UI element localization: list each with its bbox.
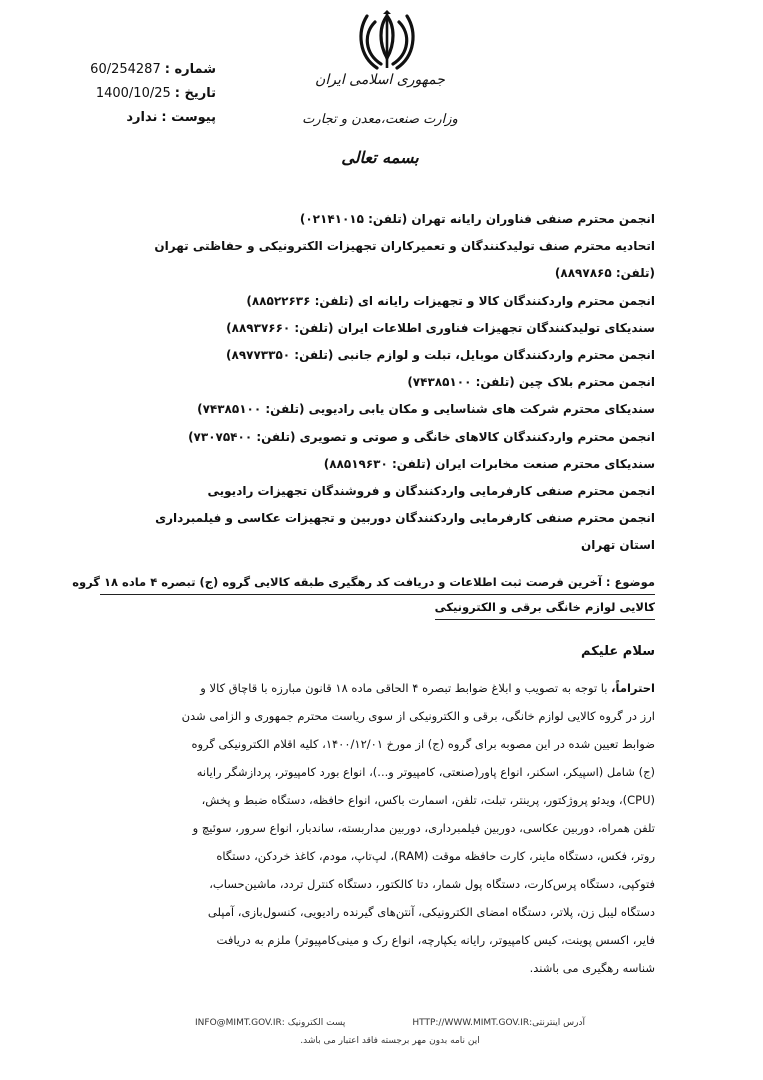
republic-title: جمهوری اسلامی ایران xyxy=(315,72,445,88)
body-line: ضوابط تعیین شده در این مصوبه برای گروه (ج) از مورخ ۱۴۰۰/۱۲/۰۱، کلیه اقلام الکترونیکی گروه xyxy=(191,737,655,751)
recipient-line: انجمن محترم بلاک چین (تلفن: ۷۴۳۸۵۱۰۰) xyxy=(407,375,655,390)
body-line: (CPU)، ویدئو پروژکتور، پرینتر، تبلت، تلفن، اسمارت باکس، انواع حافظه، دستگاه ضبط و پخش، xyxy=(201,793,655,807)
body-opening: احتراماً، xyxy=(611,681,655,695)
body-line: ارز در گروه کالایی لوازم خانگی، برقی و الکترونیکی از سوی ریاست محترم جمهوری و الزامی شدن xyxy=(181,709,655,723)
recipient-line: انجمن محترم صنفی کارفرمایی واردکنندگان و فروشندگان تجهیزات رادیویی xyxy=(207,484,655,499)
body-line xyxy=(95,674,655,702)
footer xyxy=(195,1018,585,1046)
footer-email: پست الکترونیک :INFO@MIMT.GOV.IR xyxy=(195,1018,346,1028)
letter-meta xyxy=(66,58,216,130)
footer-note: این نامه بدون مهر برجسته فاقد اعتبار می باشد. xyxy=(300,1036,480,1046)
body-line: تلفن همراه، دوربین عکاسی، دوربین فیلمبرداری، دوربین مداربسته، ساندبار، انواع سرور، سوئیچ و xyxy=(192,821,655,835)
recipient-line: انجمن محترم صنفی کارفرمایی واردکنندگان دوربین و تجهیزات عکاسی و فیلمبرداری xyxy=(155,511,655,526)
subject-line-1: موضوع : آخرین فرصت ثبت اطلاعات و دریافت کد رهگیری طبقه کالایی گروه (ج) تبصره ۴ ماده ۱۸ گروه xyxy=(100,570,655,595)
recipient-line: سندیکای محترم شرکت های شناسایی و مکان یابی رادیویی (تلفن: ۷۴۳۸۵۱۰۰) xyxy=(197,402,655,417)
body-line: (ج) شامل (اسپیکر، اسکنر، انواع پاور(صنعتی، کامپیوتر و...)، انواع بورد کامپیوتر، پردازشگر رایانه xyxy=(196,765,655,779)
recipient-line: انجمن محترم صنفی فناوران رایانه تهران (تلفن: ۰۲۱۴۱۰۱۵) xyxy=(299,212,655,226)
letter-attachment xyxy=(66,106,216,130)
bismillah-heading: بسمه تعالی xyxy=(341,148,419,167)
letter-attachment-value: ندارد xyxy=(126,110,158,125)
letter-number-value: 60/254287 xyxy=(90,62,161,77)
recipient-line: (تلفن: ۸۸۹۷۸۶۵) xyxy=(554,266,655,281)
letter-date-label: تاریخ : xyxy=(174,86,216,101)
recipient-line: انجمن محترم واردکنندگان کالا و تجهیزات رایانه ای (تلفن: ۸۸۵۲۲۶۳۶) xyxy=(246,293,655,308)
body-line: دستگاه لیبل زن، پلاتر، دستگاه امضای الکترونیکی، آنتن‌های گیرنده رادیویی، کنسول‌بازی، آمپلی xyxy=(207,905,655,919)
letter-number xyxy=(66,58,216,82)
recipients-list xyxy=(95,206,655,560)
recipient-line: انجمن محترم واردکنندگان کالاهای خانگی و صوتی و تصویری (تلفن: ۷۳۰۷۵۴۰۰) xyxy=(188,429,655,444)
recipient-line: سندیکای تولیدکنندگان تجهیزات فناوری اطلاعات ایران (تلفن: ۸۸۹۳۷۶۶۰) xyxy=(226,320,655,335)
letter-body xyxy=(95,674,655,982)
recipient-line: اتحادیه محترم صنف تولیدکنندگان و تعمیرکاران تجهیزات الکترونیکی و حفاظتی تهران xyxy=(154,239,655,254)
recipient-line: سندیکای محترم صنعت مخابرات ایران (تلفن: ۸۸۵۱۹۶۳۰) xyxy=(323,456,655,471)
subject-line-2: کالایی لوازم خانگی برقی و الکترونیکی xyxy=(435,595,655,620)
greeting: سلام علیکم xyxy=(581,644,655,659)
body-line: شناسه رهگیری می باشند. xyxy=(529,961,655,975)
letter-date-value: 1400/10/25 xyxy=(95,86,171,101)
recipient-line: انجمن محترم واردکنندگان موبایل، تبلت و لوازم جانبی (تلفن: ۸۹۷۷۳۳۵۰) xyxy=(226,348,655,363)
body-line: فایر، اکسس پوینت، کیس کامپیوتر، رایانه یکپارچه، انواع رک و مینی‌کامپیوتر) ملزم به دریافت xyxy=(216,933,655,947)
letter-attachment-label: پیوست : xyxy=(161,110,216,125)
body-line: روتر، فکس، دستگاه ماینر، کارت حافظه موقت (RAM)، لپ‌تاپ، مودم، کاغذ خردکن، دستگاه xyxy=(216,849,655,863)
subject-block xyxy=(72,570,655,620)
letter-date xyxy=(66,82,216,106)
body-line-text: با توجه به تصویب و ابلاغ ضوابط تبصره ۴ الحاقی ماده ۱۸ قانون مبارزه با قاچاق کالا و xyxy=(200,681,608,695)
footer-website: آدرس اینترنتی:HTTP://WWW.MIMT.GOV.IR xyxy=(412,1018,585,1028)
recipient-line: استان تهران xyxy=(581,538,655,553)
body-line: فتوکپی، دستگاه پرس‌کارت، دستگاه پول شمار، دتا کالکتور، دستگاه کنترل تردد، ماشین‌حساب، xyxy=(209,877,655,891)
ministry-title: وزارت صنعت،معدن و تجارت xyxy=(302,112,458,127)
iran-emblem-icon xyxy=(357,10,417,72)
letter-number-label: شماره : xyxy=(164,62,216,77)
